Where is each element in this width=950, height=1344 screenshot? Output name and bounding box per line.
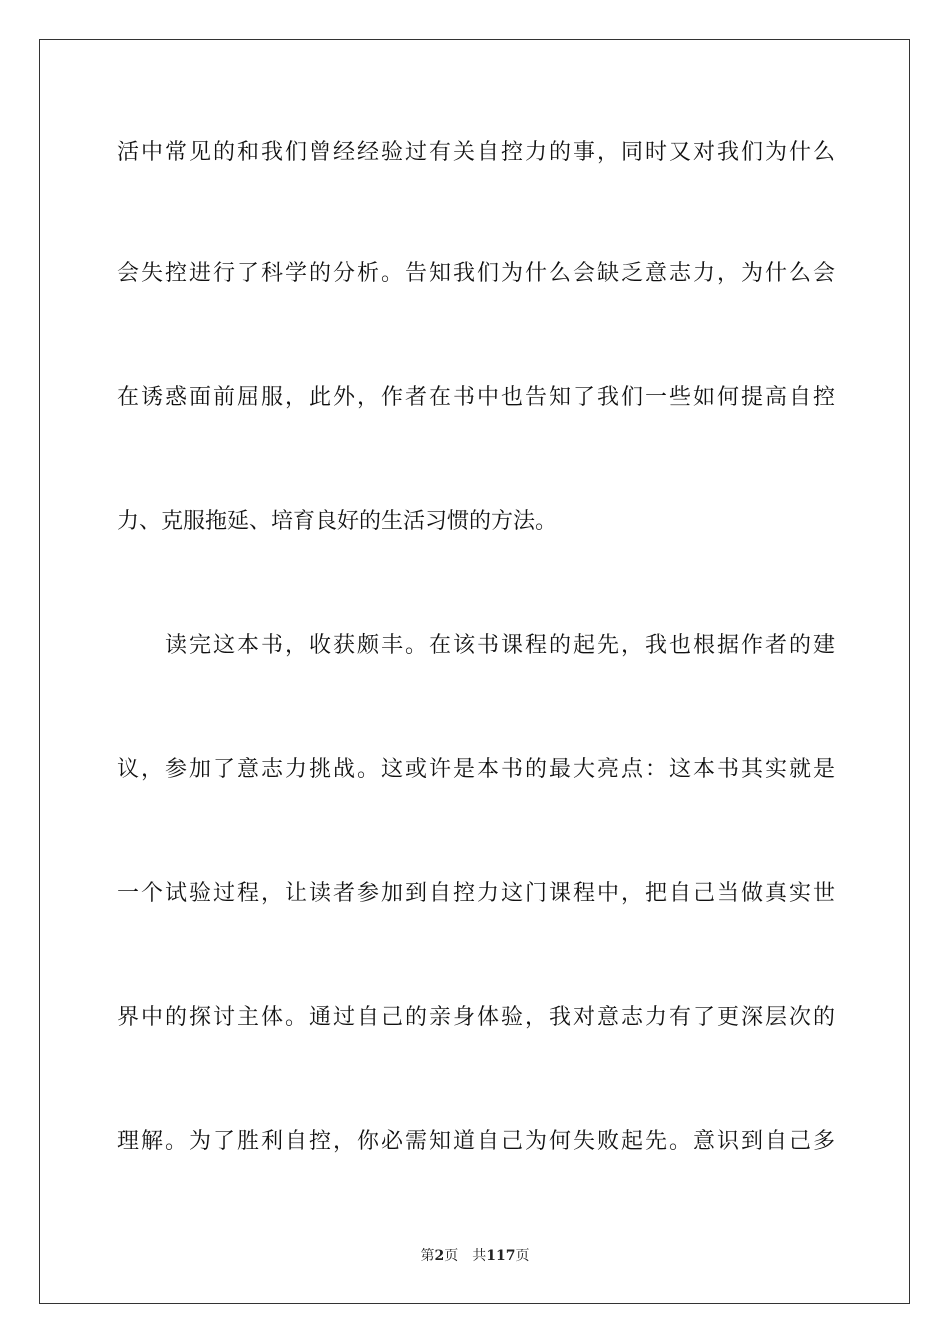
page-frame [39,39,910,1304]
page-number: 2 [434,1248,445,1264]
page-prefix: 第 [420,1248,435,1264]
text-line: 理解。为了胜利自控，你必需知道自己为何失败起先。意识到自己多 [117,1129,835,1154]
page-suffix: 页 [444,1248,459,1264]
page-footer [0,1247,950,1265]
text-line: 界中的探讨主体。通过自己的亲身体验，我对意志力有了更深层次的 [117,1005,835,1030]
text-line: 读完这本书，收获颇丰。在该书课程的起先，我也根据作者的建 [165,633,835,658]
text-line: 在诱惑面前屈服，此外，作者在书中也告知了我们一些如何提高自控 [117,385,835,410]
total-pages: 117 [486,1248,516,1264]
text-line: 会失控进行了科学的分析。告知我们为什么会缺乏意志力，为什么会 [117,261,835,286]
text-line: 力、克服拖延、培育良好的生活习惯的方法。 [117,509,558,534]
text-line: 活中常见的和我们曾经经验过有关自控力的事，同时又对我们为什么 [117,140,835,165]
text-line: 一个试验过程，让读者参加到自控力这门课程中，把自己当做真实世 [117,881,835,906]
total-prefix: 共 [472,1248,487,1264]
total-suffix: 页 [515,1248,530,1264]
text-line: 议，参加了意志力挑战。这或许是本书的最大亮点：这本书其实就是 [117,757,835,782]
